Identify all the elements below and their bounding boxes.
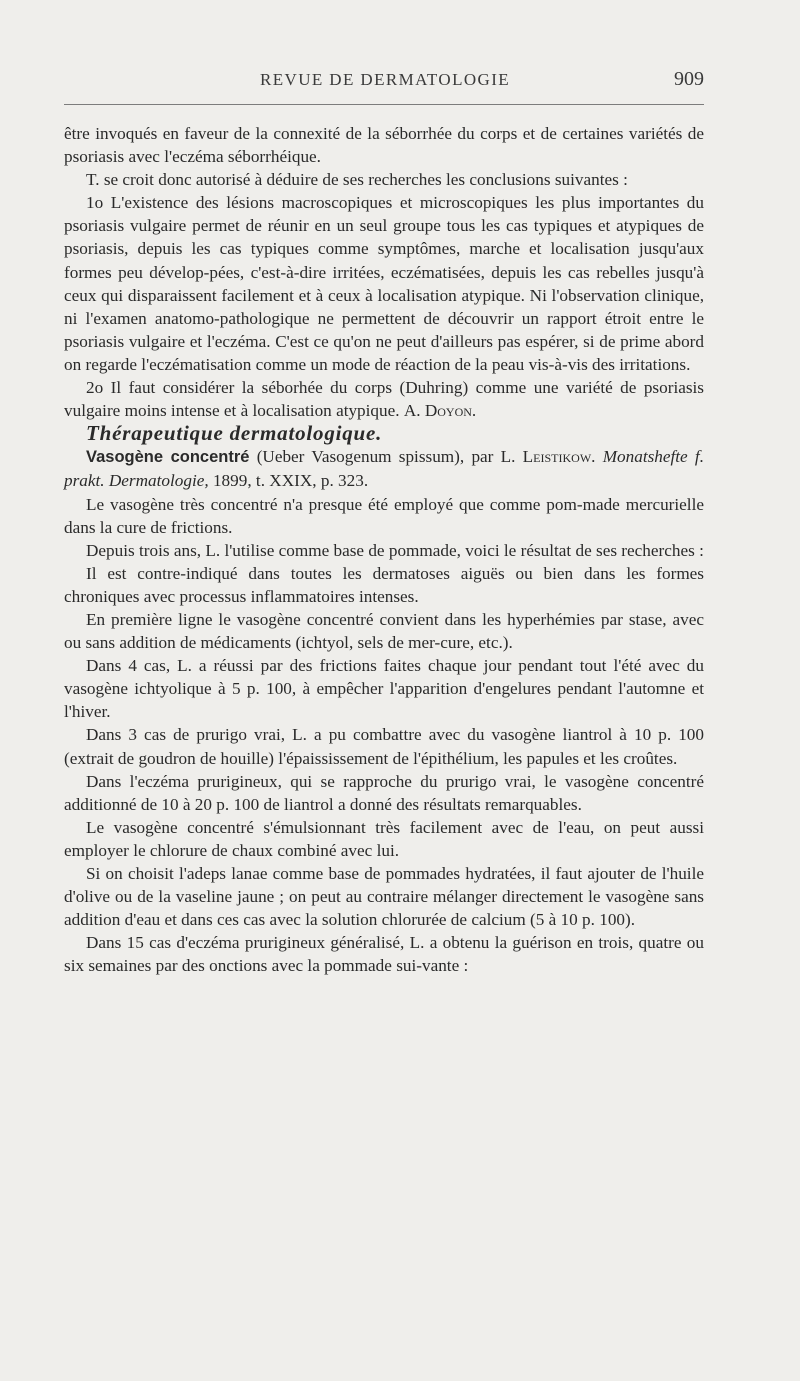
page-number: 909 <box>674 68 704 90</box>
article-paragraph: Si on choisit l'adeps lanae comme base de pommades hydratées, il faut ajouter de l'huile d'olive ou de la vaseline jaune ; on peut au contraire mélanger directement le vasogène sans addition d'eau et dans ces cas avec la solution chlorurée de calcium (5 à 10 p. 100). <box>64 864 704 930</box>
article-paragraph: Dans 3 cas de prurigo vrai, L. a pu combattre avec du vasogène liantrol à 10 p. 100 (extrait de goudron de houille) l'épaississement de l'épithélium, les papules et les croûtes. <box>64 725 704 768</box>
conclusion-2-text: 2o Il faut considérer la séborhée du corps (Duhring) comme une variété de psoriasis vulgaire moins intense et à localisation atypique. <box>64 378 704 421</box>
paragraph-conclusions-intro: T. se croit donc autorisé à déduire de ses recherches les conclusions suivantes : <box>86 170 628 190</box>
article-author: L. Leistikow. <box>500 447 596 467</box>
journal-name: Monatshefte f. prakt. Dermatologie, <box>64 447 705 491</box>
article-paragraph: Il est contre-indiqué dans toutes les dermatoses aiguës ou bien dans les formes chroniques avec processus inflammatoires intenses. <box>64 563 704 606</box>
article-paragraph: Dans 15 cas d'eczéma prurigineux généralisé, L. a obtenu la guérison en trois, quatre ou six semaines par des onctions avec la pommade sui-vante : <box>64 933 704 976</box>
author-signature: A. Doyon. <box>403 401 477 421</box>
article-subtitle: (Ueber Vasogenum spissum), par <box>256 447 494 467</box>
section-heading: Thérapeutique dermatologique. <box>86 421 383 446</box>
paragraph-continuation: être invoqués en faveur de la connexité de la séborrhée du corps et de certaines variétés de psoriasis avec l'eczéma séborrhéique. <box>64 124 704 167</box>
header-rule <box>64 104 704 105</box>
body-text <box>64 122 704 977</box>
paragraph-conclusion-1: 1o L'existence des lésions macroscopiques et microscopiques les plus importantes du psoriasis vulgaire permet de réunir en un seul groupe tous les cas typiques et atypiques de psoriasis, depuis les cas typiques comme symptômes, marche et localisation jusqu'aux formes peu dévelop-pées, c'est-à-dire irritées, eczématisées, depuis les cas rebelles jusqu'à ceux qui disparaissent facilement et à ceux à localisation atypique. Ni l'observation clinique, ni l'examen anatomo-pathologique ne permettent de découvrir un rapport étroit entre le psoriasis vulgaire et l'eczéma. C'est ce qu'on ne peut d'ailleurs pas espérer, si de prime abord on regarde l'eczématisation comme un mode de réaction de la peau vis-à-vis des irritations. <box>64 193 704 374</box>
article-paragraph: Le vasogène concentré s'émulsionnant très facilement avec de l'eau, on peut aussi employer le chlorure de chaux combiné avec lui. <box>64 817 704 860</box>
article-paragraph: En première ligne le vasogène concentré convient dans les hyperhémies par stase, avec ou sans addition de médicaments (ichtyol, sels de mer-cure, etc.). <box>64 609 704 653</box>
running-title: REVUE DE DERMATOLOGIE <box>260 70 511 89</box>
article-title: Vasogène concentré <box>86 448 250 467</box>
article-paragraph: Le vasogène très concentré n'a presque été employé que comme pom-made mercurielle dans la cure de frictions. <box>64 494 704 537</box>
paragraph-conclusion-2 <box>64 376 704 422</box>
journal-citation: 1899, t. XXIX, p. 323. <box>212 471 369 491</box>
article-paragraph: Dans l'eczéma prurigineux, qui se rapproche du prurigo vrai, le vasogène concentré additionné de 10 à 20 p. 100 de liantrol a donné des résultats remarquables. <box>64 771 704 814</box>
article-paragraph: Depuis trois ans, L. l'utilise comme base de pommade, voici le résultat de ses recherches : <box>86 540 704 560</box>
article-paragraph: Dans 4 cas, L. a réussi par des frictions faites chaque jour pendant tout l'été avec du vasogène ichtyolique à 5 p. 100, à empêcher l'apparition d'engelures pendant l'automne et l'hiver. <box>64 656 704 722</box>
article-header <box>64 445 704 492</box>
page-header <box>64 70 704 94</box>
